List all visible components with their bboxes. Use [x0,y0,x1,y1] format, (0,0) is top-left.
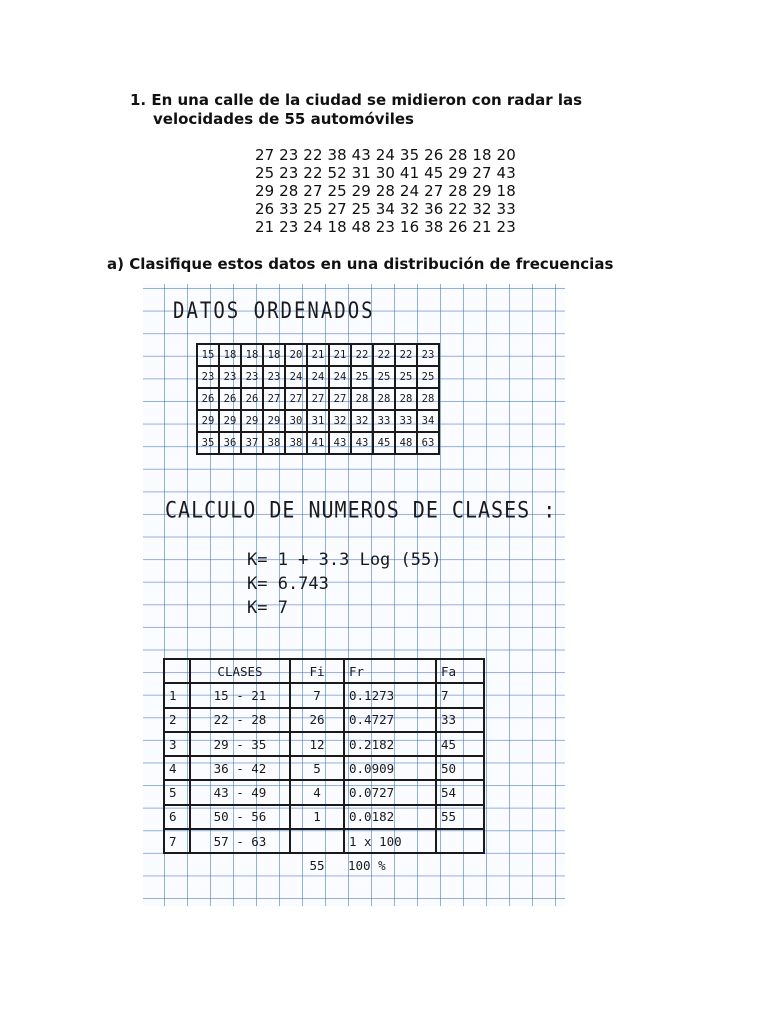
sorted-cell: 32 [329,410,351,432]
frequency-cell-fr: 1 x 100 [344,829,436,853]
sorted-cell: 29 [263,410,285,432]
frequency-cell-fr: 0.0182 [344,805,436,829]
frequency-cell-n: 6 [164,805,190,829]
sorted-cell: 23 [197,366,219,388]
sorted-cell: 23 [219,366,241,388]
frequency-total-row [164,853,484,876]
sorted-cell: 18 [263,344,285,366]
sorted-cell: 24 [285,366,307,388]
sorted-cell: 33 [373,410,395,432]
sorted-cell: 31 [307,410,329,432]
frequency-cell-cls: 15 - 21 [190,683,290,707]
frequency-cell-cls: 29 - 35 [190,732,290,756]
data-row: 26 33 25 27 25 34 32 36 22 32 33 [255,200,516,218]
sorted-cell: 18 [241,344,263,366]
sorted-cell: 38 [263,432,285,454]
frequency-cell-cls: 43 - 49 [190,780,290,804]
sorted-cell: 30 [285,410,307,432]
sorted-cell: 25 [395,366,417,388]
header-fr: Fr [344,659,436,683]
sorted-cell: 27 [329,388,351,410]
notebook-photo [135,284,565,906]
k-formula: K= 1 + 3.3 Log (55) [247,550,442,570]
sorted-cell: 28 [351,388,373,410]
sorted-row [197,410,439,432]
frequency-cell-fi: 12 [290,732,344,756]
sorted-cell: 27 [285,388,307,410]
sorted-cell: 63 [417,432,439,454]
sorted-cell: 26 [197,388,219,410]
subquestion-a: a) Clasifique estos datos en una distribución de frecuencias [107,255,614,273]
sorted-cell: 41 [307,432,329,454]
frequency-cell-fr: 0.0727 [344,780,436,804]
sorted-cell: 18 [219,344,241,366]
sorted-cell: 26 [219,388,241,410]
header-num [164,659,190,683]
sorted-cell: 21 [329,344,351,366]
sorted-cell: 32 [351,410,373,432]
sorted-data-title: DATOS ORDENADOS [173,298,375,324]
sorted-cell: 22 [373,344,395,366]
class-count-title: CALCULO DE NUMEROS DE CLASES : [165,496,557,524]
frequency-cell-n: 4 [164,756,190,780]
frequency-cell-fi: 5 [290,756,344,780]
frequency-cell-fr: 0.2182 [344,732,436,756]
frequency-cell-fr: 0.0909 [344,756,436,780]
sorted-data-table [196,343,440,455]
total-empty [436,853,484,876]
sorted-cell: 45 [373,432,395,454]
sorted-cell: 27 [263,388,285,410]
sorted-row [197,388,439,410]
sorted-cell: 20 [285,344,307,366]
k-rounded: K= 7 [247,598,288,618]
sorted-cell: 25 [417,366,439,388]
sorted-cell: 28 [373,388,395,410]
frequency-cell-n: 5 [164,780,190,804]
frequency-row [164,756,484,780]
header-fi: Fi [290,659,344,683]
sorted-cell: 48 [395,432,417,454]
frequency-cell-n: 2 [164,708,190,732]
frequency-cell-fa: 55 [436,805,484,829]
frequency-cell-cls: 22 - 28 [190,708,290,732]
frequency-row [164,829,484,853]
total-fr: 100 % [348,858,386,874]
sorted-cell: 25 [373,366,395,388]
frequency-row [164,708,484,732]
frequency-cell-fa: 7 [436,683,484,707]
sorted-cell: 23 [417,344,439,366]
data-row: 25 23 22 52 31 30 41 45 29 27 43 [255,164,516,182]
header-fa: Fa [436,659,484,683]
sorted-cell: 28 [417,388,439,410]
frequency-cell-cls: 36 - 42 [190,756,290,780]
frequency-cell-n: 7 [164,829,190,853]
sorted-cell: 24 [329,366,351,388]
frequency-cell-fa [436,829,484,853]
sorted-cell: 23 [263,366,285,388]
data-row: 21 23 24 18 48 23 16 38 26 21 23 [255,218,516,236]
frequency-row [164,780,484,804]
frequency-cell-fa: 50 [436,756,484,780]
frequency-row [164,805,484,829]
frequency-cell-fi [290,829,344,853]
data-row: 27 23 22 38 43 24 35 26 28 18 20 [255,146,516,164]
sorted-cell: 24 [307,366,329,388]
question-line-2: velocidades de 55 automóviles [153,110,414,128]
sorted-cell: 38 [285,432,307,454]
sorted-cell: 29 [219,410,241,432]
header-classes: CLASES [190,659,290,683]
sorted-cell: 37 [241,432,263,454]
sorted-row [197,366,439,388]
sorted-row [197,432,439,454]
frequency-cell-fi: 7 [290,683,344,707]
k-result: K= 6.743 [247,574,329,594]
sorted-cell: 26 [241,388,263,410]
sorted-cell: 22 [351,344,373,366]
sorted-cell: 43 [329,432,351,454]
frequency-cell-fa: 54 [436,780,484,804]
sorted-cell: 23 [241,366,263,388]
frequency-cell-fi: 26 [290,708,344,732]
total-fi: 55 [309,858,325,874]
question-line-1: 1. En una calle de la ciudad se midieron con radar las [130,91,583,109]
total-empty [190,853,290,876]
frequency-table [163,658,485,877]
frequency-header-row [164,659,484,683]
frequency-cell-fa: 33 [436,708,484,732]
frequency-cell-fi: 4 [290,780,344,804]
sorted-cell: 28 [395,388,417,410]
sorted-cell: 29 [241,410,263,432]
frequency-row [164,732,484,756]
sorted-cell: 35 [197,432,219,454]
sorted-cell: 29 [197,410,219,432]
frequency-cell-fa: 45 [436,732,484,756]
sorted-cell: 33 [395,410,417,432]
sorted-cell: 21 [307,344,329,366]
sorted-cell: 22 [395,344,417,366]
frequency-cell-n: 1 [164,683,190,707]
sorted-cell: 36 [219,432,241,454]
frequency-cell-fi: 1 [290,805,344,829]
frequency-row [164,683,484,707]
sorted-cell: 34 [417,410,439,432]
sorted-cell: 15 [197,344,219,366]
frequency-cell-cls: 50 - 56 [190,805,290,829]
total-empty [164,853,190,876]
sorted-cell: 43 [351,432,373,454]
frequency-cell-n: 3 [164,732,190,756]
sorted-cell: 27 [307,388,329,410]
data-row: 29 28 27 25 29 28 24 27 28 29 18 [255,182,516,200]
frequency-cell-cls: 57 - 63 [190,829,290,853]
frequency-cell-fr: 0.1273 [344,683,436,707]
frequency-cell-fr: 0.4727 [344,708,436,732]
sorted-row [197,344,439,366]
sorted-cell: 25 [351,366,373,388]
